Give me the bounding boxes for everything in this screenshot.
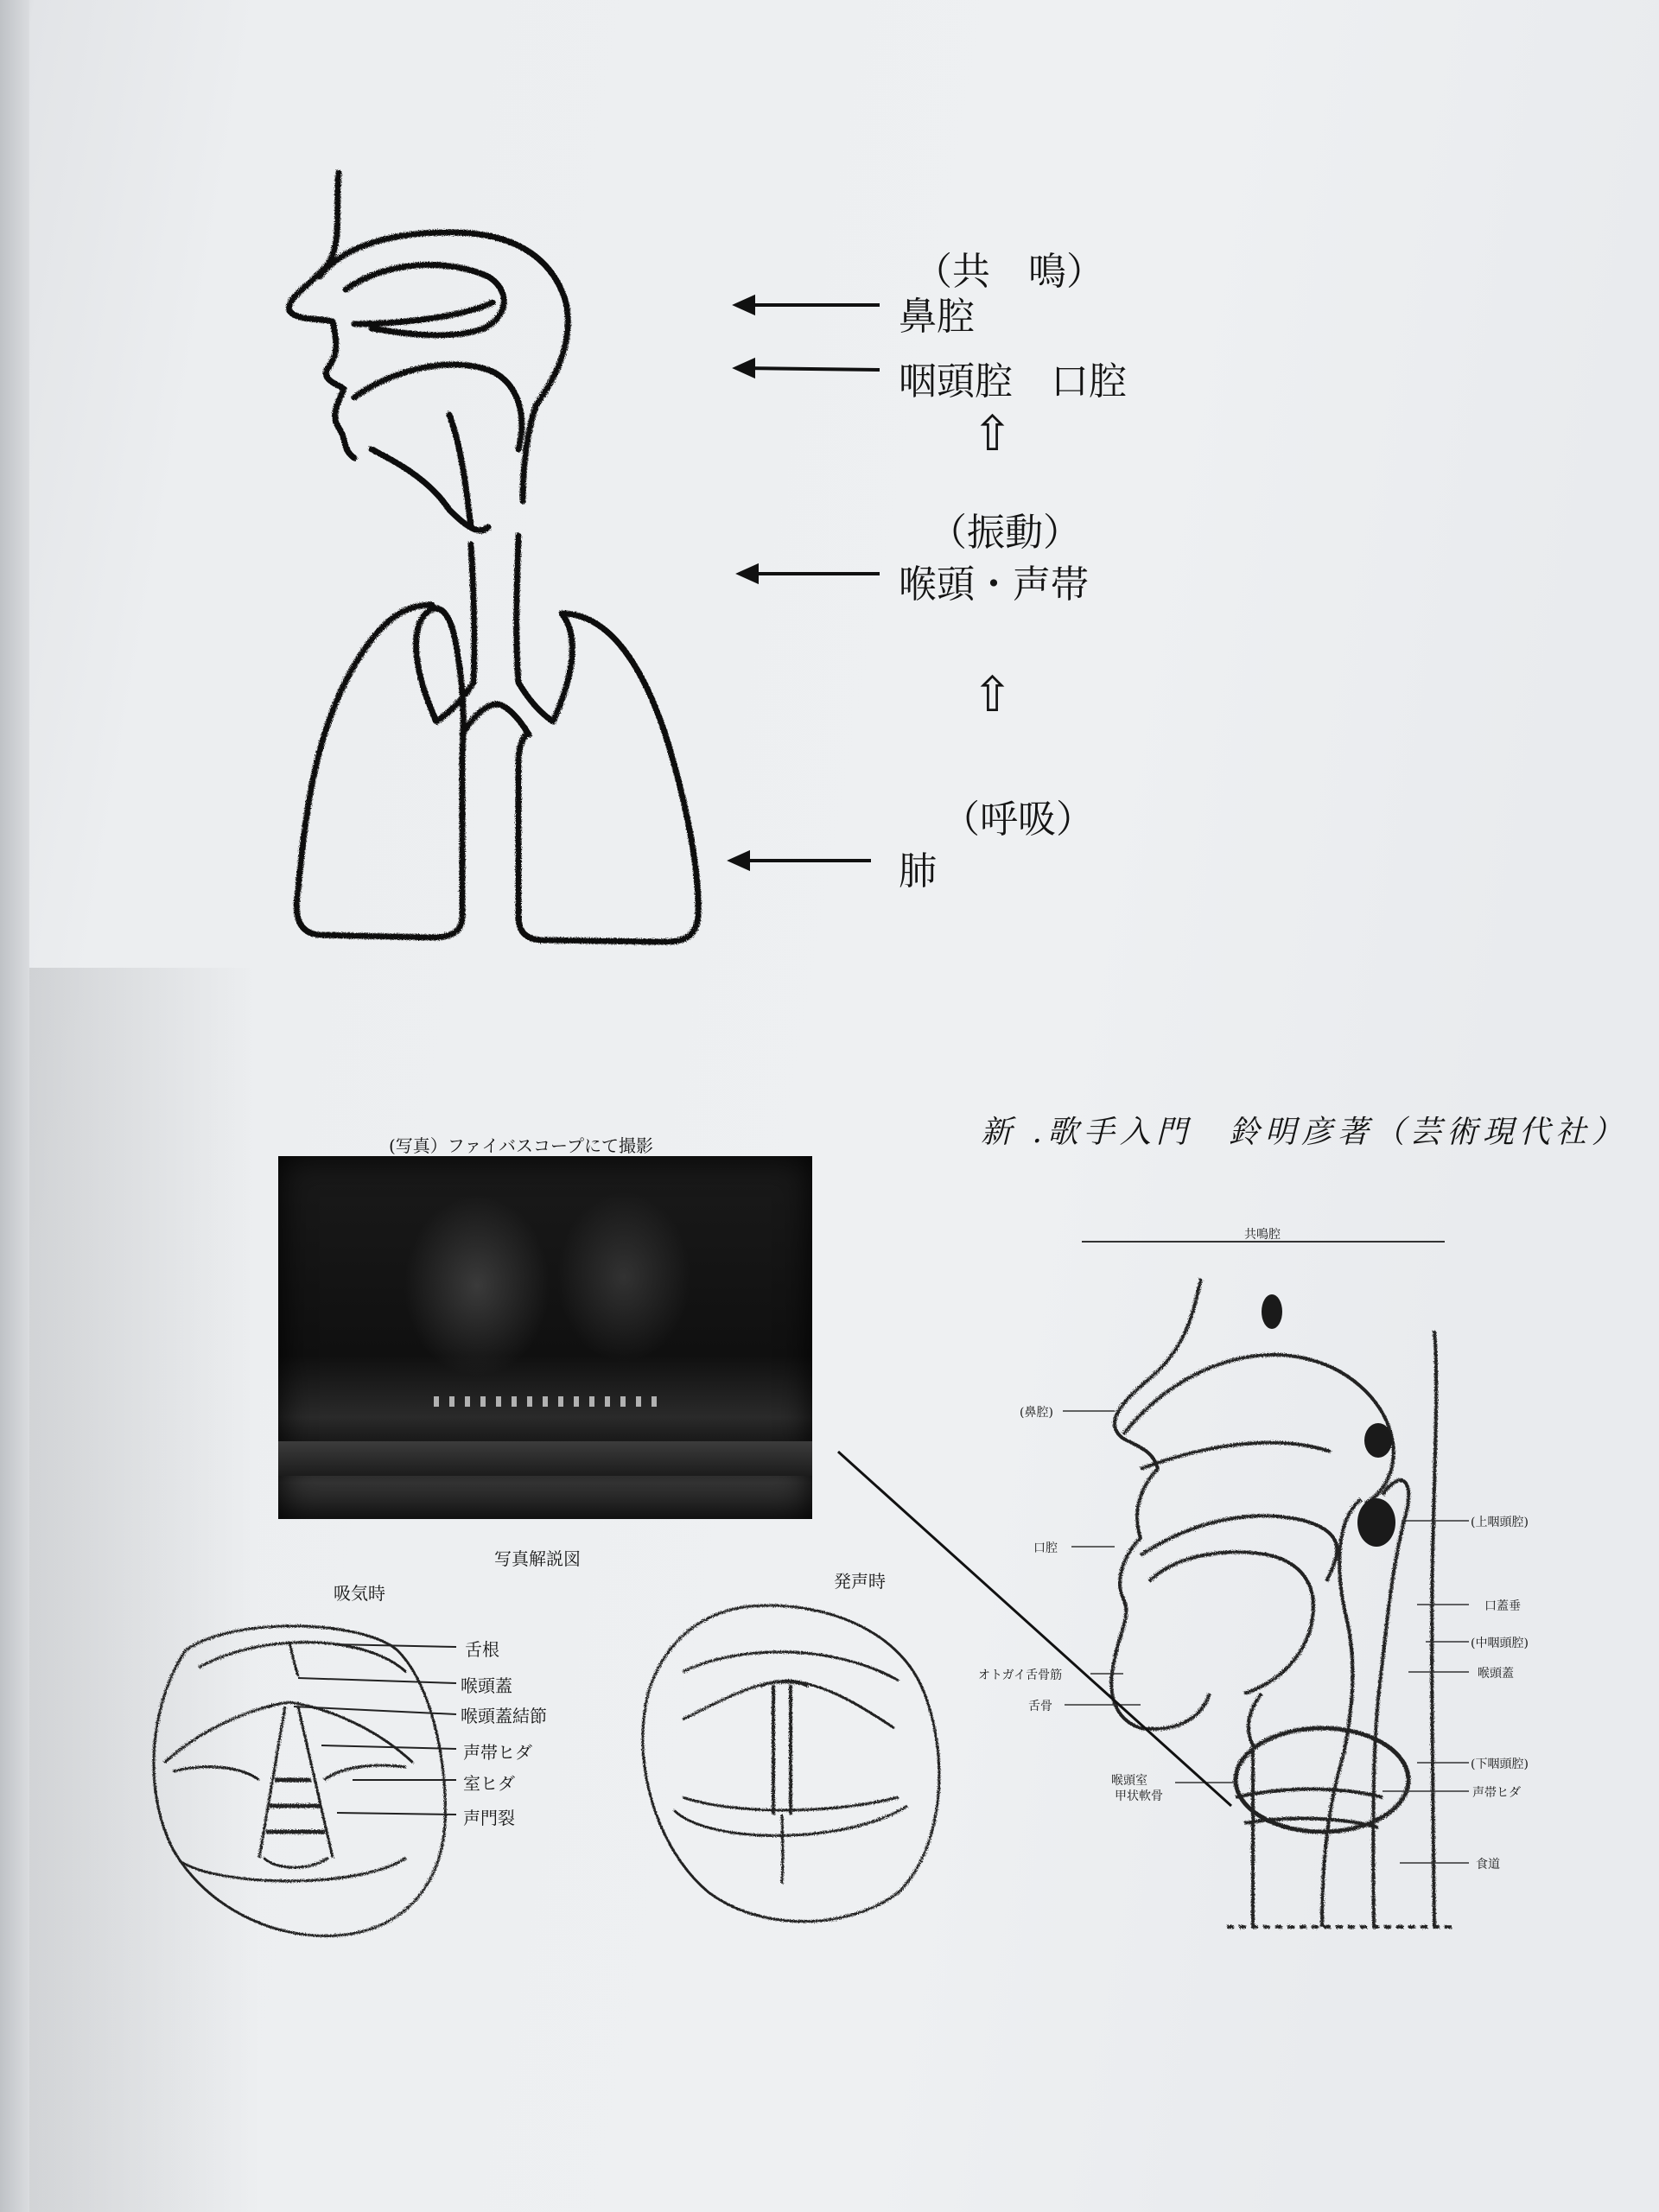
up-arrow-icon: ⇧ bbox=[972, 406, 1013, 462]
up-arrow-icon: ⇧ bbox=[972, 667, 1013, 723]
sagittal-dark-features bbox=[1262, 1294, 1395, 1547]
arrows bbox=[731, 297, 880, 868]
respiratory-tract-drawing bbox=[289, 173, 698, 942]
part-label: 喉頭蓋結節 bbox=[461, 1706, 547, 1726]
photo-band bbox=[278, 1441, 812, 1476]
sagittal-label: 声帯ヒダ bbox=[1472, 1786, 1521, 1800]
sagittal-label: (下咽頭腔) bbox=[1471, 1758, 1529, 1771]
inhale-title: 吸気時 bbox=[334, 1583, 385, 1604]
sagittal-label: 甲状軟骨 bbox=[1115, 1789, 1163, 1803]
photo-highlight bbox=[434, 1396, 658, 1407]
sagittal-label: 喉頭室 bbox=[1111, 1774, 1147, 1788]
resonance-label: （共 鳴） bbox=[914, 250, 1104, 294]
pharynx-oral-cavity-label: 咽頭腔 口腔 bbox=[899, 359, 1127, 404]
handwritten-source-note: 新 .歌手入門 鈴明彦著（芸術現代社） bbox=[981, 1115, 1628, 1150]
vibration-label: （振動） bbox=[929, 511, 1081, 555]
fiberscope-photo bbox=[278, 1156, 812, 1519]
sagittal-section-drawing bbox=[1111, 1279, 1452, 1927]
explanation-title: 写真解説図 bbox=[494, 1548, 581, 1569]
inhale-glottis-drawing bbox=[154, 1626, 445, 1936]
sagittal-label: 喉頭蓋 bbox=[1478, 1667, 1514, 1681]
sagittal-label: 舌骨 bbox=[1028, 1700, 1052, 1713]
larynx-vocal-cords-label: 喉頭・声帯 bbox=[899, 563, 1089, 607]
part-label: 声門裂 bbox=[463, 1808, 515, 1828]
sagittal-label: オトガイ舌骨筋 bbox=[978, 1669, 1063, 1682]
sagittal-label: 食道 bbox=[1476, 1858, 1500, 1872]
phonation-title: 発声時 bbox=[834, 1571, 886, 1592]
part-label: 室ヒダ bbox=[463, 1773, 515, 1794]
sagittal-title: 共鳴腔 bbox=[1244, 1228, 1281, 1242]
nasal-cavity-label: 鼻腔 bbox=[899, 295, 975, 339]
lungs-label: 肺 bbox=[899, 849, 937, 893]
sagittal-label: 口腔 bbox=[1033, 1541, 1058, 1555]
sagittal-label: 口蓋垂 bbox=[1484, 1599, 1521, 1613]
sagittal-label: (中咽頭腔) bbox=[1471, 1637, 1529, 1650]
part-label: 舌根 bbox=[465, 1639, 499, 1660]
sagittal-label: (上咽頭腔) bbox=[1471, 1516, 1529, 1529]
breathing-label: （呼吸） bbox=[942, 798, 1094, 842]
phonation-glottis-drawing bbox=[643, 1605, 939, 1922]
sagittal-label: (鼻腔) bbox=[1020, 1406, 1053, 1420]
part-label: 声帯ヒダ bbox=[463, 1742, 532, 1763]
photo-caption: (写真）ファイバスコープにて撮影 bbox=[389, 1135, 654, 1156]
part-label: 喉頭蓋 bbox=[461, 1675, 512, 1696]
